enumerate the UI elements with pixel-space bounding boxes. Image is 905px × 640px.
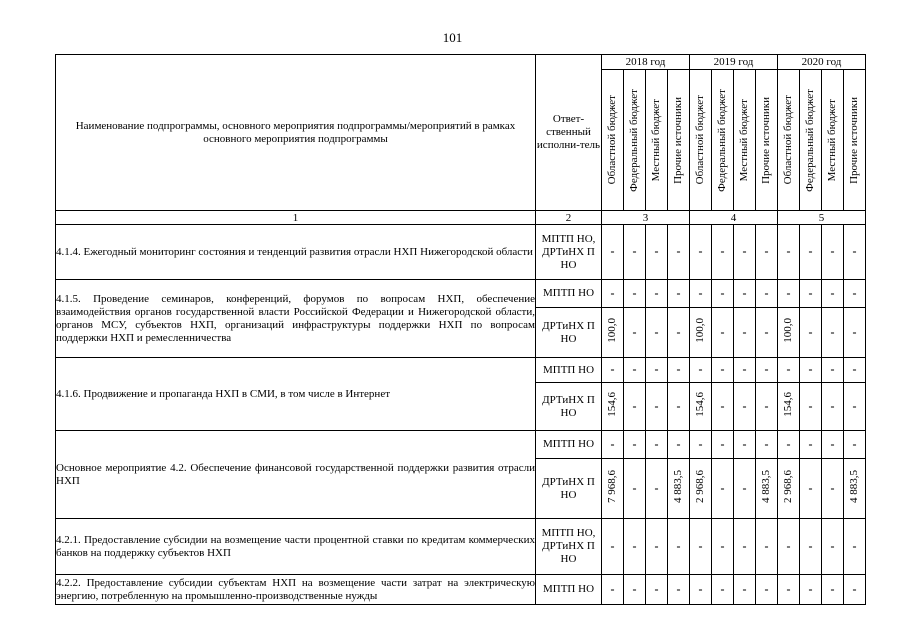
responsible-executor: ДРТиНХ П НО [536, 383, 602, 431]
budget-value: - [734, 308, 756, 358]
measure-name: 4.1.4. Ежегодный мониторинг состояния и тенденций развития отрасли НХП Нижегородской области [56, 225, 536, 280]
budget-value: - [712, 431, 734, 459]
budget-value: - [646, 308, 668, 358]
budget-value: - [778, 358, 800, 383]
budget-value: - [624, 383, 646, 431]
budget-value: - [690, 431, 712, 459]
budget-value: - [822, 280, 844, 308]
budget-value: 2 968,6 [778, 459, 800, 519]
budget-value: 2 968,6 [690, 459, 712, 519]
responsible-executor: МПТП НО, ДРТиНХ П НО [536, 519, 602, 575]
budget-value: - [646, 575, 668, 605]
budget-value: - [822, 383, 844, 431]
header-source-1: Областной бюджет [602, 70, 624, 211]
header-name-column: Наименование подпрограммы, основного мероприятия подпрограммы/мероприятий в рамках основного мероприятия подпрограммы [56, 55, 536, 211]
budget-value: - [800, 431, 822, 459]
budget-value: - [690, 575, 712, 605]
budget-value: - [778, 519, 800, 575]
budget-value: - [756, 308, 778, 358]
header-source-1: Областной бюджет [690, 70, 712, 211]
page-number: 101 [442, 30, 463, 45]
budget-value: - [734, 519, 756, 575]
budget-value: - [668, 519, 690, 575]
budget-value: - [602, 280, 624, 308]
budget-value: - [844, 308, 866, 358]
budget-value: - [844, 358, 866, 383]
budget-value: - [756, 280, 778, 308]
budget-value: 4 883,5 [756, 459, 778, 519]
budget-value: - [800, 358, 822, 383]
budget-value: - [800, 575, 822, 605]
budget-value: - [778, 225, 800, 280]
budget-value: - [690, 519, 712, 575]
header-source-1: Областной бюджет [778, 70, 800, 211]
budget-value: - [668, 575, 690, 605]
budget-value: - [822, 519, 844, 575]
budget-value: - [712, 280, 734, 308]
budget-value: - [646, 431, 668, 459]
responsible-executor: МПТП НО [536, 431, 602, 459]
budget-value: - [646, 519, 668, 575]
budget-value: - [624, 308, 646, 358]
table-row [56, 225, 866, 280]
budget-value: - [734, 431, 756, 459]
budget-value: - [778, 431, 800, 459]
budget-value: - [822, 225, 844, 280]
budget-value: - [712, 308, 734, 358]
budget-value: 154,6 [602, 383, 624, 431]
budget-value: - [734, 575, 756, 605]
responsible-executor: МПТП НО [536, 358, 602, 383]
budget-value: - [800, 383, 822, 431]
budget-value: - [756, 358, 778, 383]
budget-value: 100,0 [602, 308, 624, 358]
budget-value: 154,6 [690, 383, 712, 431]
budget-value: - [712, 358, 734, 383]
header-source-2: Федеральный бюджет [624, 70, 646, 211]
budget-value: - [712, 519, 734, 575]
responsible-executor: МПТП НО, ДРТиНХ П НО [536, 225, 602, 280]
measure-name: 4.1.5. Проведение семинаров, конференций, форумов по вопросам НХП, обеспечение взаимодействия органов государственной власти Российской Федерации и Нижегородской области, органов МСУ, субъектов НХП, организаций инфраструктуры поддержки НХП по вопросам поддержки НХП и ремесленничества [56, 280, 536, 358]
budget-value: - [844, 431, 866, 459]
budget-value: - [712, 383, 734, 431]
header-year-2018: 2018 год [602, 55, 690, 70]
budget-value: - [756, 519, 778, 575]
responsible-executor: МПТП НО [536, 575, 602, 605]
budget-value: - [800, 280, 822, 308]
budget-value: - [844, 383, 866, 431]
measure-name: 4.2.1. Предоставление субсидии на возмещение части процентной ставки по кредитам коммерческих банков на поддержку субъектов НХП [56, 519, 536, 575]
budget-value: - [624, 280, 646, 308]
table-body [56, 225, 866, 605]
responsible-executor: ДРТиНХ П НО [536, 308, 602, 358]
budget-table [55, 54, 866, 605]
column-number: 5 [778, 211, 866, 225]
budget-value: - [602, 519, 624, 575]
budget-value: - [668, 225, 690, 280]
header-source-3: Местный бюджет [822, 70, 844, 211]
budget-value: - [800, 519, 822, 575]
budget-value: - [756, 575, 778, 605]
budget-value: - [756, 431, 778, 459]
budget-value: - [822, 459, 844, 519]
budget-value: - [734, 459, 756, 519]
budget-value: - [844, 280, 866, 308]
budget-value: - [712, 575, 734, 605]
column-number: 3 [602, 211, 690, 225]
budget-value: - [646, 383, 668, 431]
budget-value: - [690, 280, 712, 308]
budget-value: - [646, 358, 668, 383]
header-source-4: Прочие источники [844, 70, 866, 211]
budget-value: 7 968,6 [602, 459, 624, 519]
header-source-2: Федеральный бюджет [800, 70, 822, 211]
budget-value: - [624, 431, 646, 459]
budget-value: 154,6 [778, 383, 800, 431]
budget-value: 100,0 [778, 308, 800, 358]
header-source-2: Федеральный бюджет [712, 70, 734, 211]
column-number: 1 [56, 211, 536, 225]
budget-value: - [668, 383, 690, 431]
budget-value: - [624, 575, 646, 605]
responsible-executor: МПТП НО [536, 280, 602, 308]
budget-value: - [756, 383, 778, 431]
budget-value: - [646, 459, 668, 519]
measure-name: Основное мероприятие 4.2. Обеспечение финансовой государственной поддержки развития отрасли НХП [56, 431, 536, 519]
table-row [56, 431, 866, 459]
header-year-2019: 2019 год [690, 55, 778, 70]
budget-value: - [778, 575, 800, 605]
budget-value: - [734, 358, 756, 383]
budget-value: - [690, 225, 712, 280]
table-row [56, 358, 866, 383]
budget-value: - [822, 308, 844, 358]
header-year-2020: 2020 год [778, 55, 866, 70]
budget-value: - [712, 225, 734, 280]
header-column-numbers [56, 211, 866, 225]
budget-value: - [624, 459, 646, 519]
budget-value: - [734, 383, 756, 431]
budget-value: - [800, 308, 822, 358]
budget-value: - [668, 308, 690, 358]
budget-value: - [844, 575, 866, 605]
budget-value: - [668, 280, 690, 308]
budget-value: - [778, 280, 800, 308]
budget-value: - [624, 358, 646, 383]
budget-value: - [602, 431, 624, 459]
budget-value: 4 883,5 [844, 459, 866, 519]
header-responsible-column: Ответ-ственный исполни-тель [536, 55, 602, 211]
budget-value: - [668, 358, 690, 383]
header-source-3: Местный бюджет [646, 70, 668, 211]
budget-value: - [646, 225, 668, 280]
measure-name: 4.1.6. Продвижение и пропаганда НХП в СМИ, в том числе в Интернет [56, 358, 536, 431]
responsible-executor: ДРТиНХ П НО [536, 459, 602, 519]
budget-value: - [646, 280, 668, 308]
budget-value: - [822, 431, 844, 459]
budget-value: - [602, 358, 624, 383]
budget-value: - [602, 225, 624, 280]
column-number: 4 [690, 211, 778, 225]
budget-value: - [734, 225, 756, 280]
table-row [56, 280, 866, 308]
budget-value: - [624, 225, 646, 280]
measure-name: 4.2.2. Предоставление субсидии субъектам НХП на возмещение части затрат на электрическую энергию, потребленную на промышленно-производственные нужды [56, 575, 536, 605]
budget-value: 4 883,5 [668, 459, 690, 519]
budget-value: - [712, 459, 734, 519]
budget-value: - [822, 575, 844, 605]
header-source-3: Местный бюджет [734, 70, 756, 211]
table-row [56, 575, 866, 605]
header-source-4: Прочие источники [668, 70, 690, 211]
budget-value: - [800, 225, 822, 280]
column-number: 2 [536, 211, 602, 225]
header-source-4: Прочие источники [756, 70, 778, 211]
budget-value: - [822, 358, 844, 383]
budget-value: - [844, 225, 866, 280]
budget-value: - [602, 575, 624, 605]
budget-value: 100,0 [690, 308, 712, 358]
budget-value: - [844, 519, 866, 575]
budget-value: - [668, 431, 690, 459]
budget-value: - [800, 459, 822, 519]
budget-value: - [690, 358, 712, 383]
table-row [56, 519, 866, 575]
budget-value: - [756, 225, 778, 280]
budget-value: - [734, 280, 756, 308]
budget-value: - [624, 519, 646, 575]
